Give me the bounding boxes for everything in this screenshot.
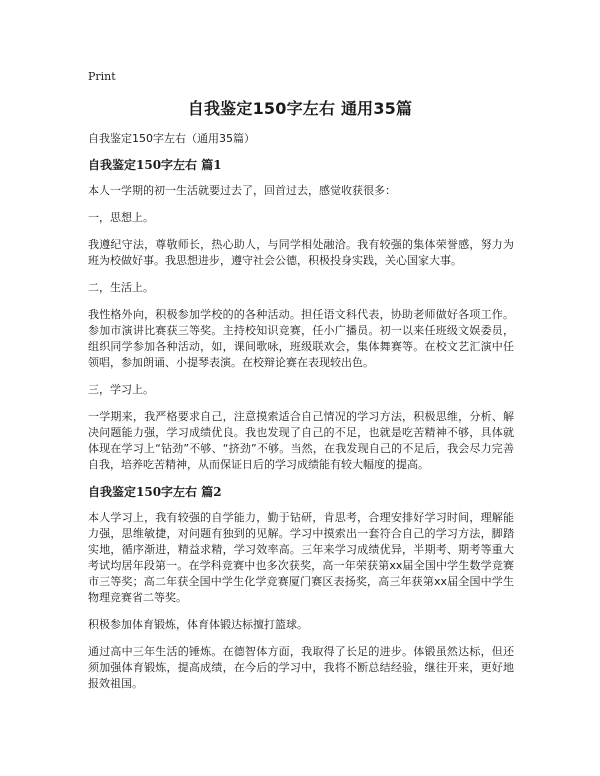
paragraph: 通过高中三年生活的锤炼。在德智体方面，我取得了长足的进步。体锻虽然达标，但还须加强体育锻炼，提高成绩，在今后的学习中，我将不断总结经验，继往开来，更好地报效祖国。	[88, 645, 514, 690]
paragraph: 本人一学期的初一生活就要过去了，回首过去，感觉收获很多：	[88, 184, 396, 197]
paragraph: 一学期来，我严格要求自己，注意摸索适合自己情况的学习方法，积极思维，分析、解决问题能力强，学习成绩优良。我也发现了自己的不足，也就是吃苦精神不够，具体就体现在学习上“钻劲”不够、“挤劲”不够。当然，在我发现自己的不足后，我会尽力完善自我，培养吃苦精神，从而保证日后的学习成绩能有较大幅度的提高。	[88, 410, 514, 471]
paragraph: 二，生活上。	[88, 281, 154, 294]
section-heading: 自我鉴定150字左右 篇2	[88, 485, 222, 499]
print-link[interactable]: Print	[88, 70, 116, 83]
paragraph: 我性格外向，积极参加学校的的各种活动。担任语文科代表，协助老师做好各项工作。参加市演讲比赛获三等奖。主持校知识竞赛，任小广播员。初一以来任班级文娱委员，组织同学参加各种活动，如，课间歌咏，班级联欢会，集体舞赛等。在校文艺汇演中任领唱，参加朗诵、小提琴表演。在校辩论赛在表现较出色。	[88, 308, 514, 369]
paragraph: 一，思想上。	[88, 211, 154, 224]
document-subtitle: 自我鉴定150字左右（通用35篇）	[88, 132, 255, 145]
document-body	[88, 131, 514, 703]
paragraph: 我遵纪守法，尊敬师长，热心助人，与同学相处融洽。我有较强的集体荣誉感，努力为班为校做好事。我思想进步，遵守社会公德，积极投身实践，关心国家大事。	[88, 238, 514, 267]
section-heading: 自我鉴定150字左右 篇1	[88, 158, 222, 172]
paragraph: 积极参加体育锻炼，体育体锻达标擅打篮球。	[88, 618, 308, 631]
section-2	[88, 484, 514, 692]
paragraph: 三，学习上。	[88, 383, 154, 396]
paragraph: 本人学习上，我有较强的自学能力，勤于钻研，肯思考，合理安排好学习时间，理解能力强，思维敏捷，对问题有独到的见解。学习中摸索出一套符合自己的学习方法，脚踏实地，循序渐进，精益求精，学习效率高。三年来学习成绩优异，半期考、期考等重大考试均居年段第一。在学科竞赛中也多次获奖，高一年荣获第xx届全国中学生数学竞赛市三等奖；高二年获全国中学生化学竞赛厦门赛区表扬奖，高三年获第xx届全国中学生物理竞赛省二等奖。	[88, 511, 514, 604]
page-title: 自我鉴定150字左右 通用35篇	[187, 99, 413, 118]
section-1	[88, 157, 514, 473]
